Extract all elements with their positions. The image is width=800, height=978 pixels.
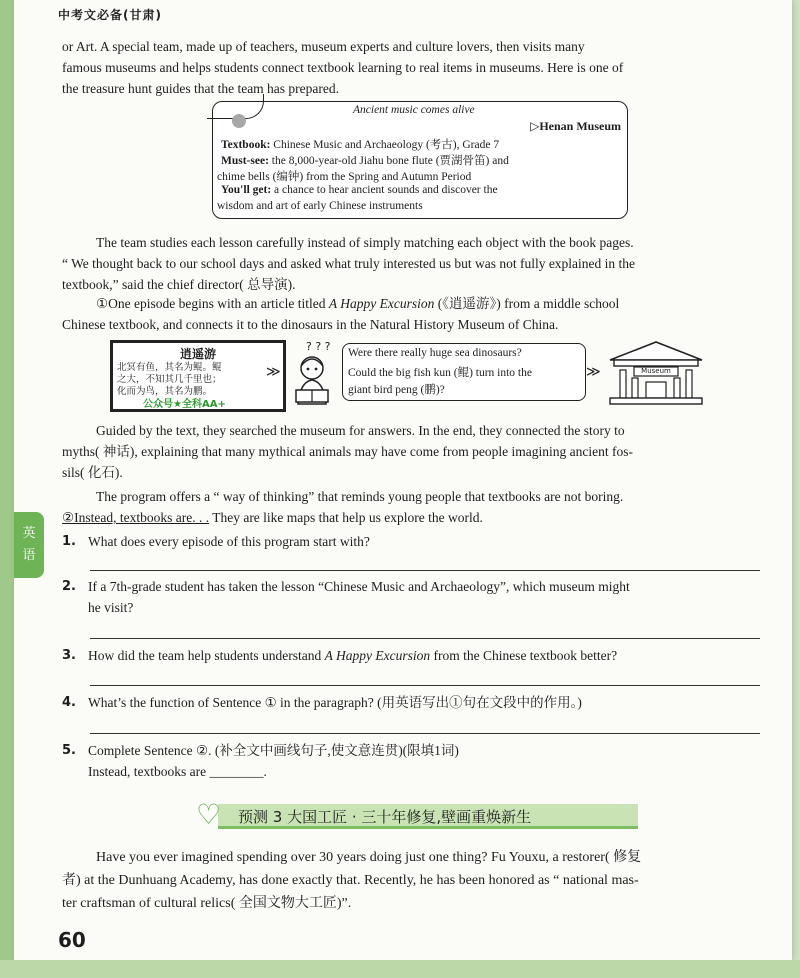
bubble-line: giant bird peng (鹏)? bbox=[348, 384, 445, 396]
guide-museum: ▷Henan Museum bbox=[530, 119, 621, 133]
guide-textbook-line: Textbook: Chinese Music and Archaeology (考古), Grade 7 bbox=[221, 139, 500, 151]
para-line: myths( 神话), explaining that many mythical animals may have come from people imagining ancient fos- bbox=[62, 444, 633, 459]
text-board bbox=[110, 340, 286, 412]
passage-line: 者) at the Dunhuang Academy, has done exactly that. Recently, he has been honored as “ national mas- bbox=[62, 873, 639, 888]
answer-line-2[interactable] bbox=[90, 638, 760, 639]
guide-mustsee-line-2: chime bells (编钟) from the Spring and Autumn Period bbox=[217, 171, 472, 183]
guide-title: Ancient music comes alive bbox=[353, 104, 475, 116]
board-title: 逍遥游 bbox=[179, 347, 216, 361]
bubble-line: Were there really huge sea dinosaurs? bbox=[348, 347, 522, 359]
pin-dot-icon bbox=[232, 114, 246, 128]
subject-tab-english: 英 语 bbox=[14, 512, 44, 578]
board-line: 化而为鸟，其名为鹏。 bbox=[117, 386, 213, 397]
underlined-sentence: ②Instead, textbooks are. . . bbox=[62, 510, 210, 525]
left-green-edge bbox=[0, 0, 14, 978]
para-line: Chinese textbook, and connects it to the dinosaurs in the Natural History Museum of China. bbox=[62, 317, 559, 332]
section-banner bbox=[196, 800, 636, 830]
running-head: 中考文必备(甘肃) bbox=[58, 8, 162, 22]
museum-sign: Museum bbox=[641, 367, 671, 375]
intro-line: or Art. A special team, made up of teachers, museum experts and culture lovers, then visits many bbox=[62, 39, 585, 54]
paragraph-5 bbox=[62, 486, 762, 528]
double-chevron-icon: ≫ bbox=[266, 364, 281, 380]
para-line: “ We thought back to our school days and asked what truly interested us but was not fully explained in the bbox=[62, 256, 636, 271]
intro-line: the treasure hunt guides that the team has prepared. bbox=[62, 81, 340, 96]
student-reading-icon bbox=[286, 346, 340, 406]
board-line: 北冥有鱼，其名为鲲。鲲 bbox=[117, 362, 222, 373]
guide-mustsee-line: Must-see: the 8,000-year-old Jiahu bone flute (贾湖骨笛) and bbox=[221, 155, 509, 167]
page-number: 60 bbox=[58, 928, 86, 952]
intro-line: famous museums and helps students connect textbook learning to real items in museums. Here is one of bbox=[62, 60, 624, 75]
banner-title: 预测 3 大国工匠 · 三十年修复,壁画重焕新生 bbox=[238, 808, 532, 826]
para-line: textbook,” said the chief director( 总导演). bbox=[62, 277, 296, 292]
double-chevron-icon: ≫ bbox=[586, 364, 601, 380]
heart-icon: ♡ bbox=[196, 798, 222, 831]
paragraph-2 bbox=[62, 232, 762, 295]
bubble-line: Could the big fish kun (鲲) turn into the bbox=[348, 367, 532, 379]
passage-line: ter craftsman of cultural relics( 全国文物大工匠)”. bbox=[62, 896, 352, 911]
para-line: Guided by the text, they searched the museum for answers. In the end, they connected the story to bbox=[96, 423, 625, 438]
intro-paragraph bbox=[62, 36, 762, 99]
para-line: sils( 化石). bbox=[62, 465, 123, 480]
board-line: 之大，不知其几千里也； bbox=[117, 374, 222, 385]
para-line: The program offers a “ way of thinking” that reminds young people that textbooks are not boring. bbox=[96, 489, 624, 504]
passage-paragraph bbox=[62, 846, 762, 915]
guide-youget-line: You'll get: a chance to hear ancient sounds and discover the bbox=[221, 184, 498, 196]
question-bubble bbox=[342, 343, 586, 401]
bottom-green-strip bbox=[0, 960, 800, 978]
para-line: The team studies each lesson carefully instead of simply matching each object with the book pages. bbox=[96, 235, 634, 250]
para-line: ②Instead, textbooks are. . . They are like maps that help us explore the world. bbox=[62, 510, 483, 525]
paragraph-3 bbox=[62, 293, 762, 335]
passage-line: Have you ever imagined spending over 30 years doing just one thing? Fu Youxu, a restorer( 修复 bbox=[96, 850, 642, 865]
fill-in-blank[interactable]: Instead, textbooks are ________. bbox=[88, 764, 267, 779]
question-marks: ? ? ? bbox=[306, 340, 331, 353]
answer-line-1[interactable] bbox=[90, 570, 760, 571]
para-line: ①One episode begins with an article titled A Happy Excursion (《逍遥游》) from a middle school bbox=[96, 296, 620, 311]
paragraph-4 bbox=[62, 420, 762, 483]
answer-line-4[interactable] bbox=[90, 733, 760, 734]
story-flow-illustration bbox=[110, 340, 730, 412]
watermark-text: 公众号★全科AA+ bbox=[143, 399, 226, 410]
guide-youget-line-2: wisdom and art of early Chinese instruments bbox=[217, 200, 423, 212]
treasure-hunt-guide-box bbox=[212, 101, 628, 219]
answer-line-3[interactable] bbox=[90, 685, 760, 686]
